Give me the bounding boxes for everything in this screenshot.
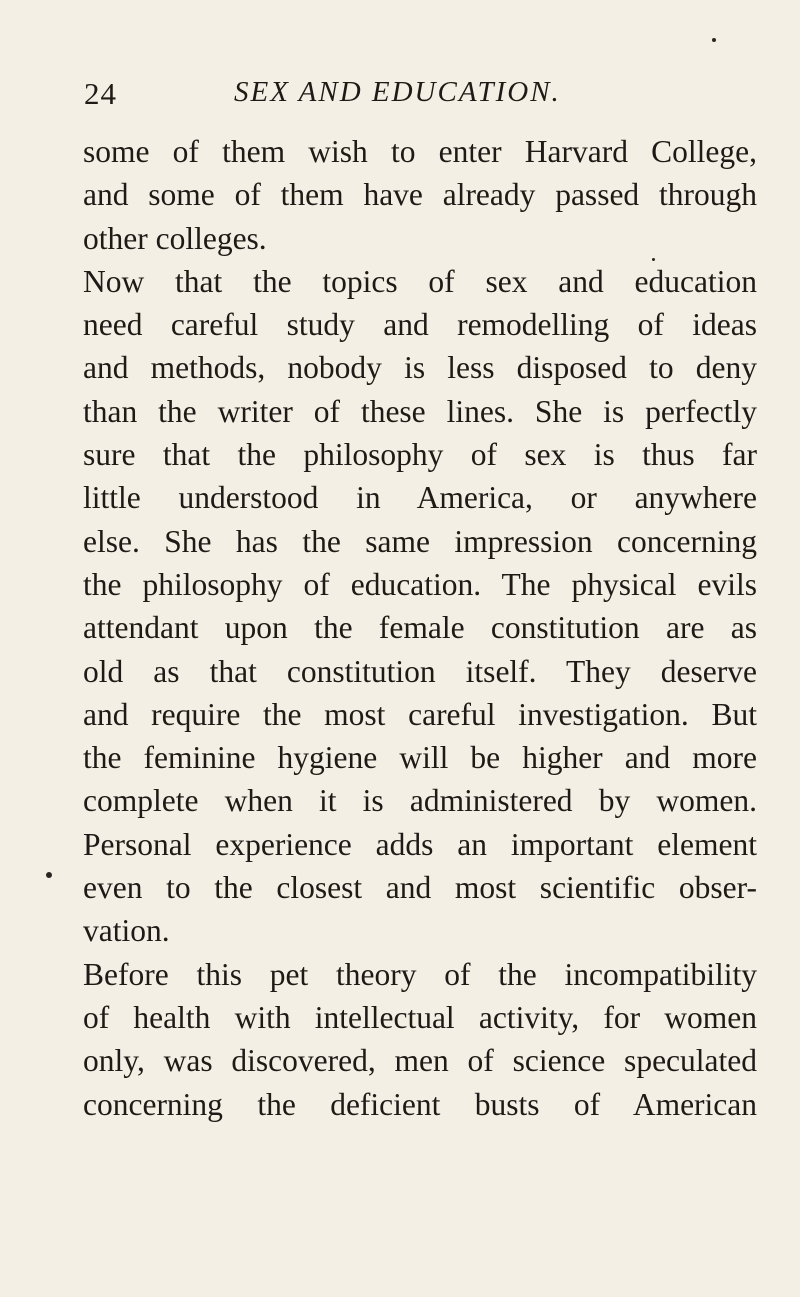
body-text [83,130,757,1126]
text-line: Before this pet theory of the incompatibility [83,956,757,992]
text-line: some of them wish to enter Harvard College, [83,134,757,169]
page-header [84,70,724,120]
text-line: sure that the philosophy of sex is thus far [83,437,757,473]
text-line: even to the closest and most scientific obser- [83,870,757,906]
text-line: concerning the deficient busts of American [83,1086,757,1122]
text-line: Now that the topics of sex and education [83,263,757,299]
text-line: Personal experience adds an important element [83,826,757,862]
text-line: other colleges. [83,220,267,256]
text-line: and methods, nobody is less disposed to deny [83,350,757,386]
ink-speck [712,38,716,42]
text-line: need careful study and remodelling of ideas [83,307,757,343]
text-line: attendant upon the female constitution are as [83,610,757,646]
text-line: only, was discovered, men of science speculated [83,1043,757,1079]
text-line: else. She has the same impression concerning [83,523,757,559]
text-line: and some of them have already passed through [83,177,757,213]
text-line: of health with intellectual activity, for women [83,999,757,1035]
running-head: SEX AND EDUCATION. [234,76,561,108]
text-line: and require the most careful investigation. But [83,696,757,732]
ink-speck [46,872,52,878]
page-number: 24 [84,76,117,111]
text-line: old as that constitution itself. They deserve [83,653,757,689]
text-line: than the writer of these lines. She is perfectly [83,393,757,429]
text-line: vation. [83,913,170,949]
text-line: complete when it is administered by women. [83,783,757,819]
text-line: little understood in America, or anywhere [83,480,757,516]
text-line: the feminine hygiene will be higher and more [83,740,757,776]
text-line: the philosophy of education. The physical evils [83,566,757,602]
